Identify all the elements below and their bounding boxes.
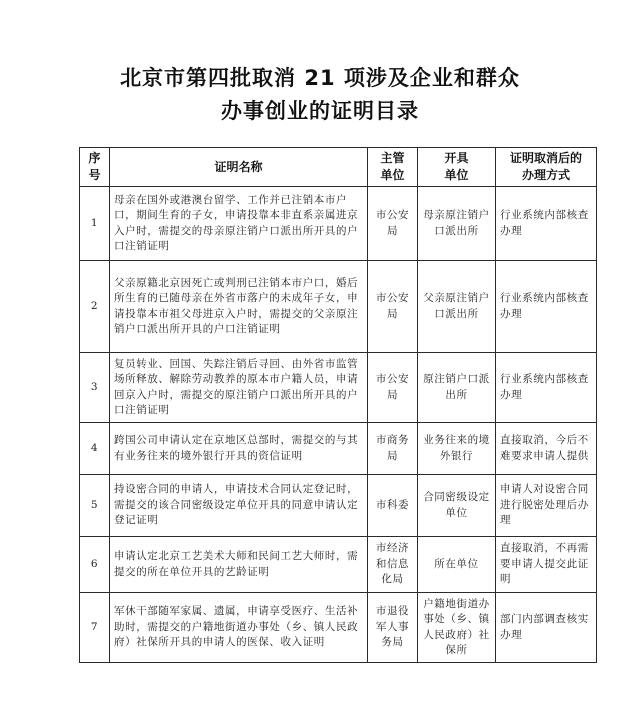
row-seq: 4 (80, 423, 110, 475)
header-issuer-line-2: 单位 (444, 168, 469, 182)
row-dept: 市商务局 (368, 423, 418, 475)
row-seq: 1 (80, 187, 110, 261)
row-certificate-name: 父亲原籍北京因死亡或判刑已注销本市户口，婚后所生育的已随母亲在外省市落户的未成年子女，申请投靠本市祖父母进京入户时，需提交的父亲原注销户口派出所开具的户口注销证明 (110, 261, 368, 353)
header-seq-line-1: 序 (88, 151, 101, 165)
row-mode: 直接取消，不再需要申请人提交此证明 (496, 537, 597, 593)
table-row (80, 353, 597, 423)
row-mode: 行业系统内部核查办理 (496, 261, 597, 353)
row-seq: 5 (80, 475, 110, 537)
row-issuer: 业务往来的境外银行 (418, 423, 496, 475)
row-dept: 市公安局 (368, 187, 418, 261)
row-certificate-name: 持设密合同的申请人，申请技术合同认定登记时，需提交的该合同密级设定单位开具的同意申请认定登记证明 (110, 475, 368, 537)
document-title-line-1: 北京市第四批取消 21 项涉及企业和群众 (120, 66, 520, 90)
table-row (80, 537, 597, 593)
row-mode: 行业系统内部核查办理 (496, 187, 597, 261)
document-title-line-2: 办事创业的证明目录 (221, 99, 419, 123)
table-row (80, 187, 597, 261)
table-row (80, 423, 597, 475)
row-mode: 申请人对设密合同进行脱密处理后办理 (496, 475, 597, 537)
row-certificate-name: 复员转业、回国、失踪注销后寻回、由外省市监管场所释放、解除劳动教养的原本市户籍人员，申请回京入户时，需提交的原注销户口派出所开具的户口注销证明 (110, 353, 368, 423)
header-issuer (418, 148, 496, 187)
header-seq-line-2: 号 (88, 168, 101, 182)
row-certificate-name: 跨国公司申请认定在京地区总部时，需提交的与其有业务往来的境外银行开具的资信证明 (110, 423, 368, 475)
table-row (80, 593, 597, 663)
header-dept-line-1: 主管 (380, 151, 405, 165)
table-row (80, 261, 597, 353)
row-mode: 直接取消，今后不难要求申请人提供 (496, 423, 597, 475)
header-name (110, 148, 368, 187)
certificate-list-table (79, 147, 597, 663)
row-dept: 市科委 (368, 475, 418, 537)
header-mode (496, 148, 597, 187)
header-mode-line-2: 办理方式 (521, 168, 570, 182)
header-name-line-1: 证明名称 (214, 159, 263, 174)
header-seq (80, 148, 110, 187)
row-dept: 市经济和信息化局 (368, 537, 418, 593)
header-issuer-line-1: 开具 (444, 151, 469, 165)
row-issuer: 所在单位 (418, 537, 496, 593)
header-dept-line-2: 单位 (380, 168, 405, 182)
row-issuer: 父亲原注销户口派出所 (418, 261, 496, 353)
row-seq: 7 (80, 593, 110, 663)
row-issuer: 户籍地街道办事处（乡、镇人民政府）社保所 (418, 593, 496, 663)
row-issuer: 原注销户口派出所 (418, 353, 496, 423)
header-dept (368, 148, 418, 187)
row-mode: 行业系统内部核查办理 (496, 353, 597, 423)
row-dept: 市公安局 (368, 353, 418, 423)
row-mode: 部门内部调查核实办理 (496, 593, 597, 663)
row-dept: 市退役军人事务局 (368, 593, 418, 663)
row-issuer: 合同密级设定单位 (418, 475, 496, 537)
row-issuer: 母亲原注销户口派出所 (418, 187, 496, 261)
table-row (80, 475, 597, 537)
header-mode-line-1: 证明取消后的 (509, 151, 582, 165)
row-dept: 市公安局 (368, 261, 418, 353)
row-seq: 3 (80, 353, 110, 423)
row-seq: 6 (80, 537, 110, 593)
row-certificate-name: 母亲在国外或港澳台留学、工作并已注销本市户口，期间生育的子女，申请投靠本非直系亲属进京入户时，需提交的母亲原注销户口派出所开具的户口注销证明 (110, 187, 368, 261)
table-header-row (80, 148, 597, 187)
row-certificate-name: 申请认定北京工艺美术大师和民间工艺大师时，需提交的所在单位开具的艺龄证明 (110, 537, 368, 593)
row-seq: 2 (80, 261, 110, 353)
row-certificate-name: 军休干部随军家属、遗属，申请享受医疗、生活补助时，需提交的户籍地街道办事处（乡、镇人民政府）社保所开具的申请人的医保、收入证明 (110, 593, 368, 663)
